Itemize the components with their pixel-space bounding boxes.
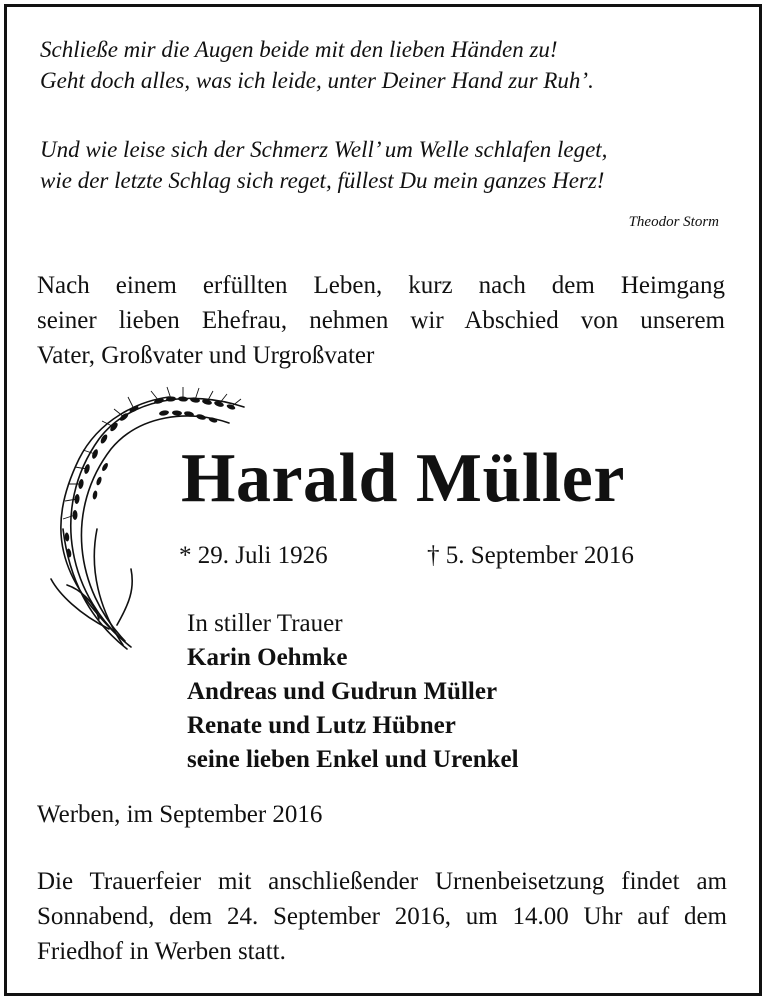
mourners-heading: In stiller Trauer xyxy=(187,610,343,637)
poem-author: Theodor Storm xyxy=(628,214,719,230)
mourner-name: seine lieben Enkel und Urenkel xyxy=(187,746,519,773)
birth-date: * 29. Juli 1926 xyxy=(179,542,328,569)
mourner-name: Andreas und Gudrun Müller xyxy=(187,678,498,705)
funeral-line: Die Trauerfeier mit anschließender Urnenbeisetzung findet am xyxy=(37,868,727,895)
mourner-name: Karin Oehmke xyxy=(187,644,348,671)
intro-line: Vater, Großvater und Urgroßvater xyxy=(37,342,375,369)
poem-line: wie der letzte Schlag sich reget, füllest Du mein ganzes Herz! xyxy=(40,168,605,193)
poem-line: Schließe mir die Augen beide mit den lieben Händen zu! xyxy=(40,37,558,62)
death-date: † 5. September 2016 xyxy=(427,542,634,569)
mourners-list xyxy=(187,607,519,777)
obituary-notice xyxy=(4,4,762,996)
intro-line: Nach einem erfüllten Leben, kurz nach dem Heimgang xyxy=(37,272,725,299)
intro-text xyxy=(37,268,725,373)
funeral-line: Friedhof in Werben statt. xyxy=(37,938,286,965)
funeral-info xyxy=(37,864,727,969)
poem-line: Und wie leise sich der Schmerz Well’ um Welle schlafen leget, xyxy=(40,137,608,162)
funeral-line: Sonnabend, dem 24. September 2016, um 14.00 Uhr auf dem xyxy=(37,903,727,930)
poem-stanza-1 xyxy=(40,34,730,96)
deceased-name: Harald Müller xyxy=(181,440,625,517)
intro-line: seiner lieben Ehefrau, nehmen wir Abschied von unserem xyxy=(37,307,725,334)
mourner-name: Renate und Lutz Hübner xyxy=(187,712,456,739)
poem-stanza-2 xyxy=(40,134,730,196)
poem-line: Geht doch alles, was ich leide, unter Deiner Hand zur Ruh’. xyxy=(40,68,594,93)
place-and-date: Werben, im September 2016 xyxy=(37,801,323,828)
